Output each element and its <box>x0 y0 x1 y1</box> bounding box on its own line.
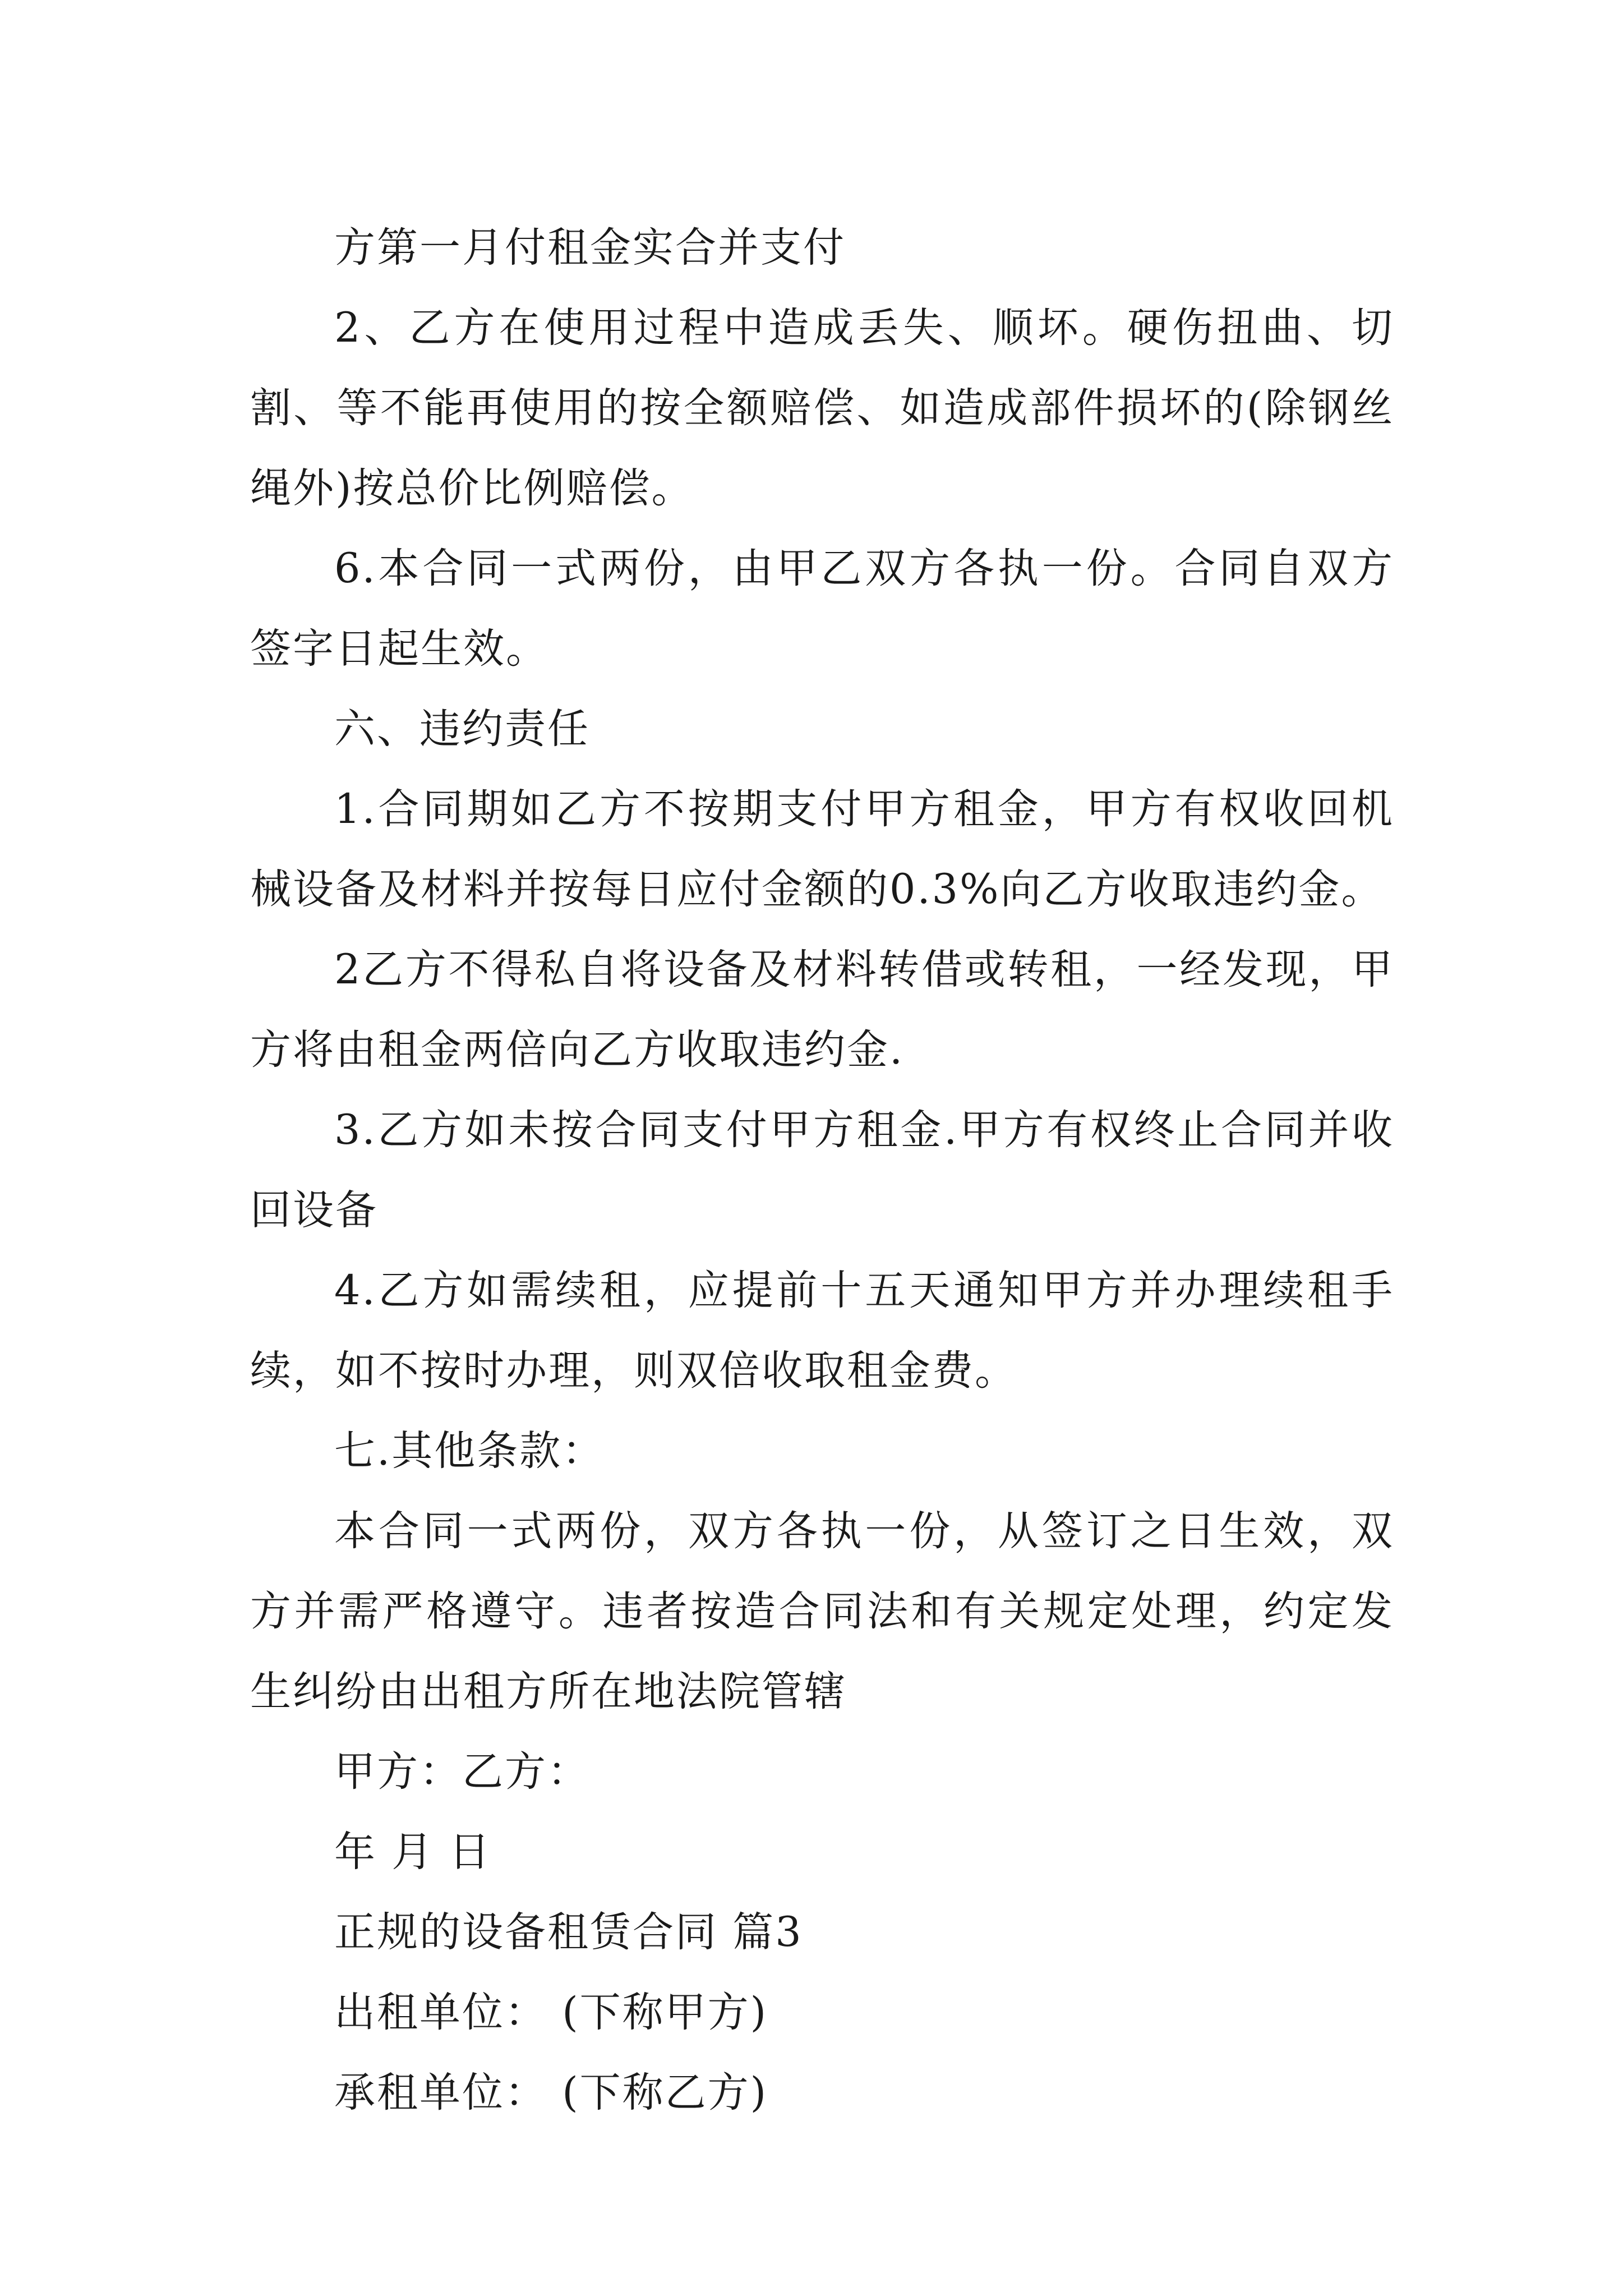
paragraph-breach-2: 2乙方不得私自将设备及材料转借或转租，一经发现，甲方将由租金两倍向乙方收取违约金. <box>250 946 1394 1074</box>
signature-date: 年 月 日 <box>334 1828 492 1876</box>
document-body <box>250 208 1394 2133</box>
signature-parties: 甲方：乙方： <box>334 1748 590 1796</box>
lessor-field: 出租单位： (下称甲方) <box>334 1989 768 2036</box>
paragraph-contract-copies: 6.本合同一式两份，由甲乙双方各执一份。合同自双方签字日起生效。 <box>250 545 1394 673</box>
paragraph-breach-4: 4.乙方如需续租，应提前十五天通知甲方并办理续租手续，如不按时办理，则双倍收取租金费。 <box>250 1267 1394 1395</box>
paragraph-other-terms: 本合同一式两份，双方各执一份，从签订之日生效，双方并需严格遵守。违者按造合同法和有关规定处理，约定发生纠纷由出租方所在地法院管辖 <box>250 1507 1394 1715</box>
contract-title-part3: 正规的设备租赁合同 篇3 <box>334 1908 803 1956</box>
paragraph-breach-3: 3.乙方如未按合同支付甲方租金.甲方有权终止合同并收回设备 <box>250 1106 1394 1234</box>
paragraph-breach-1: 1.合同期如乙方不按期支付甲方租金，甲方有权收回机械设备及材料并按每日应付金额的0.3%向乙方收取违约金。 <box>250 785 1394 913</box>
lessee-field: 承租单位： (下称乙方) <box>334 2069 768 2116</box>
paragraph-payment-continued: 方第一月付租金实合并支付 <box>334 224 846 272</box>
section-heading-other-terms: 七.其他条款： <box>334 1427 605 1475</box>
section-heading-breach-liability: 六、违约责任 <box>334 705 590 753</box>
paragraph-damage-compensation: 2、乙方在使用过程中造成丢失、顺坏。硬伤扭曲、切割、等不能再使用的按全额赔偿、如造成部件损坏的(除钢丝绳外)按总价比例赔偿。 <box>250 304 1394 512</box>
